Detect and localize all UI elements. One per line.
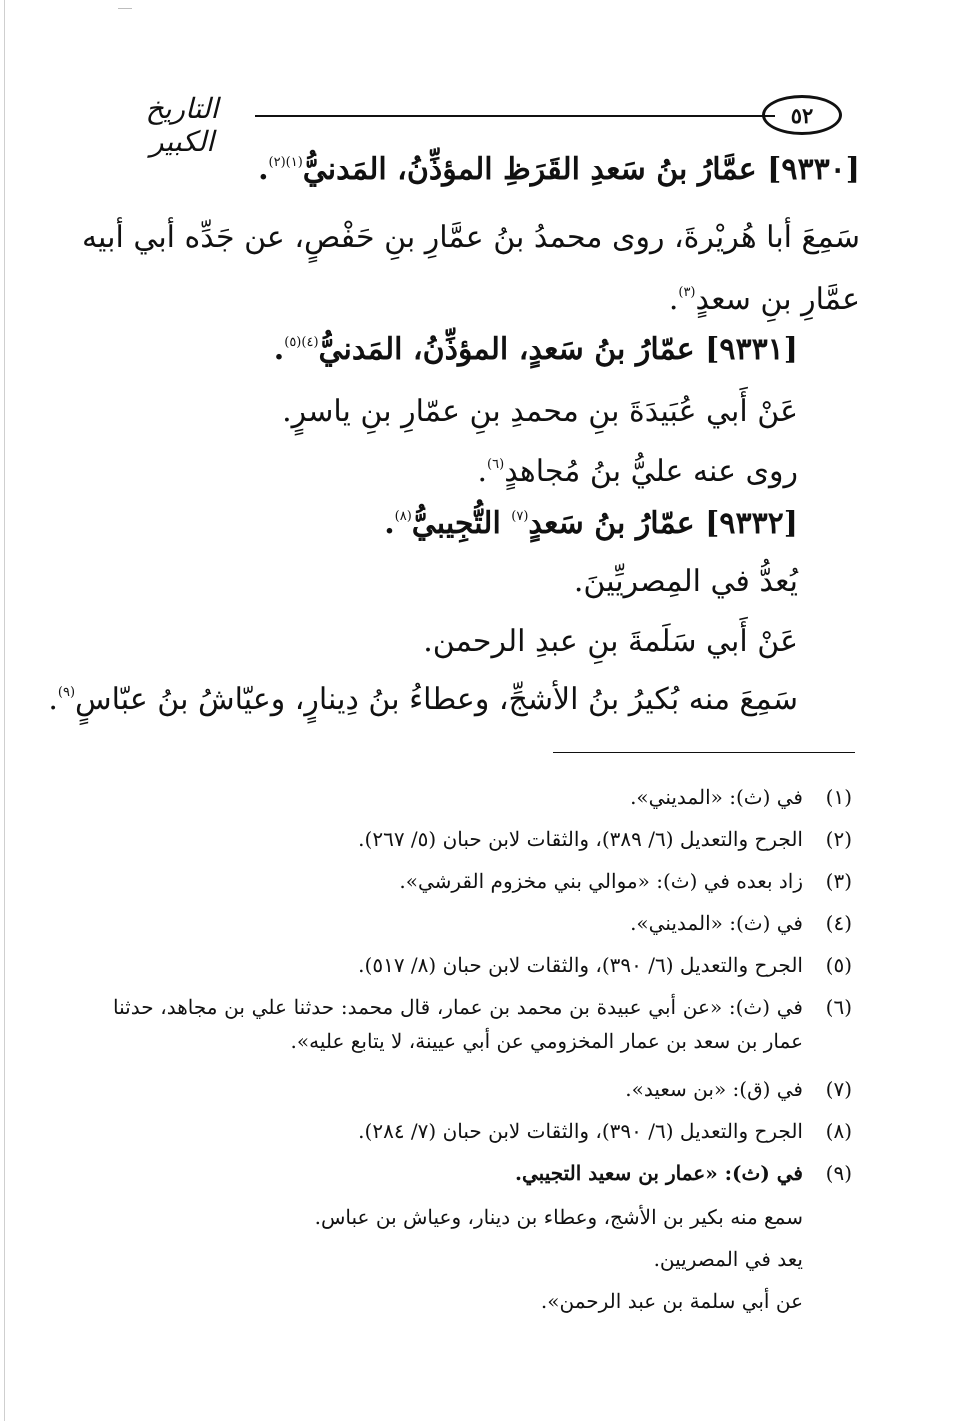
entry-9330: [٩٣٣٠] عمَّارُ بنُ سَعدِ القَرَظِ المؤذِّنُ، المَدنيُّ$^{(١)(٢)}$. <box>258 152 860 187</box>
footnote-ref: (٧) <box>511 509 529 524</box>
footnote-number: (٣) <box>825 869 852 893</box>
footnote-text: زاد بعده في (ث): «موالي بني مخزوم القرشي». <box>399 869 803 893</box>
footnote-text: في (ث): «المديني». <box>630 911 803 935</box>
footnote-ref: (٦) <box>487 457 505 472</box>
footnote-ref: (٩) <box>57 685 76 700</box>
footnote-number: (٨) <box>825 1119 852 1143</box>
footnote-text: الجرح والتعديل (٦/ ٣٩٠)، والثقات لابن حبان (٨/ ٥١٧). <box>358 953 803 977</box>
entry-9330-body-line-2: عمَّارِ بنِ سعدٍ$^{(٣)}$. <box>668 282 860 317</box>
footnote-9-quote-line-3: عن أبي سلمة بن عبد الرحمن». <box>540 1289 803 1313</box>
footnote-number: (٦) <box>825 995 852 1019</box>
footnote-text: في (ث): «عن أبي عبيدة بن محمد بن عمار، قال محمد: حدثنا علي بن مجاهد، حدثنا عمار بن سعد بن عمار المخزومي عن أبي عيينة، لا يتابع عليه». <box>113 995 803 1053</box>
scan-edge-line <box>4 0 5 1421</box>
scan-mark <box>118 8 132 9</box>
footnote-ref: (٣) <box>678 285 696 300</box>
entry-9332-body-line-3: سَمِعَ منه بُكيرُ بنُ الأشجِّ، وعطاءُ بنُ دِينارٍ، وعيّاشُ بنُ عبّاسٍ$^{(٩)}$. <box>48 682 798 717</box>
footnote-number: (٥) <box>825 953 852 977</box>
footnote-text: في (ث): «عمار بن سعيد التجيبي. <box>515 1161 803 1185</box>
footnote-ref: (٤)(٥) <box>284 335 319 350</box>
entry-9331-body-line-1: عَنْ أَبي عُبَيدَةَ بنِ محمدِ بنِ عمّارِ بنِ ياسرٍ. <box>282 394 798 429</box>
footnote-text: في (ق): «بن سعيد». <box>625 1077 803 1101</box>
header-rule <box>255 115 775 117</box>
footnote-number: (٤) <box>825 911 852 935</box>
page-number-text: ٥٢ <box>790 102 814 128</box>
footnote-9-quote-line-1: سمع منه بكير بن الأشج، وعطاء بن دينار، وعياش بن عباس. <box>314 1205 803 1229</box>
footnote-number: (٩) <box>825 1161 852 1185</box>
footnote-ref: (٨) <box>394 509 412 524</box>
entry-9332-body-line-1: يُعدُّ في المِصريِّينَ. <box>573 564 798 599</box>
footnote-number: (٧) <box>825 1077 852 1101</box>
entry-9331-body-line-2: روى عنه عليُّ بنُ مُجاهدٍ$^{(٦)}$. <box>477 454 798 489</box>
entry-9332-body-line-2: عَنْ أَبي سَلَمةَ بنِ عبدِ الرحمن. <box>423 624 798 659</box>
entry-9332: [٩٣٣٢] عمّارُ بنُ سَعدٍ$^{(٧)}$ التُّجِيبيُّ$^{(٨)}$. <box>384 506 798 541</box>
footnote-text: في (ث): «المديني». <box>630 785 803 809</box>
footnote-number: (٢) <box>825 827 852 851</box>
footnote-number: (١) <box>825 785 852 809</box>
footnote-text: الجرح والتعديل (٦/ ٣٩٠)، والثقات لابن حبان (٧/ ٢٨٤). <box>358 1119 803 1143</box>
book-title: التاريخ الكبير <box>145 92 219 158</box>
footnote-ref: (١)(٢) <box>268 155 303 170</box>
entry-9331: [٩٣٣١] عمّارُ بنُ سَعدٍ، المؤذِّنُ، المَدنيُّ$^{(٤)(٥)}$. <box>273 332 798 367</box>
entry-9330-body-line-1: سَمِعَ أبا هُريْرةَ، روى محمدُ بنُ عمَّارِ بنِ حَفْصٍ، عن جَدِّه أبي أبيه <box>81 220 860 255</box>
footnote-9-quote-line-2: يعد في المصريين. <box>653 1247 803 1271</box>
footnote-separator <box>553 752 855 753</box>
footnote-text: الجرح والتعديل (٦/ ٣٨٩)، والثقات لابن حبان (٥/ ٢٦٧). <box>358 827 803 851</box>
page-header <box>0 88 970 158</box>
